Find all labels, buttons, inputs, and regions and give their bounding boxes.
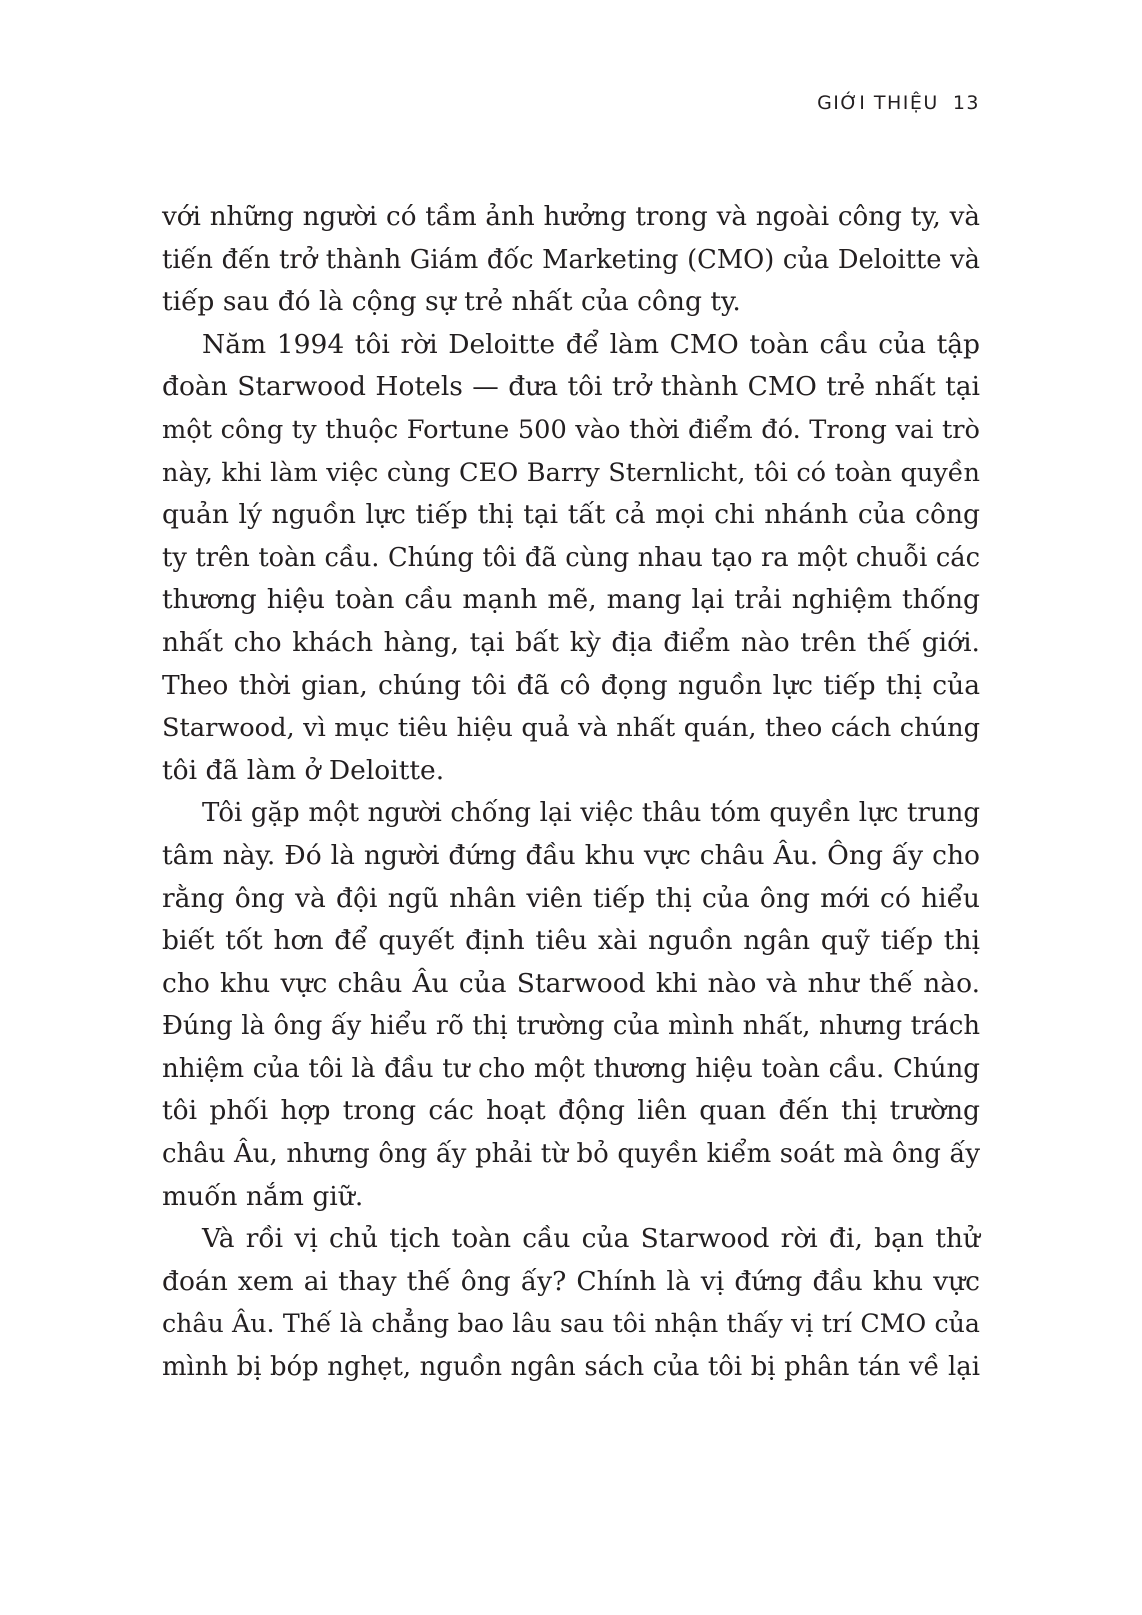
text-line: muốn nắm giữ. [162,1180,364,1212]
section-title: GIỚI THIỆU [817,92,939,114]
running-header [817,92,980,114]
text-line: rằng ông và đội ngũ nhân viên tiếp thị của ông mới có hiểu [162,882,980,914]
text-line: Đúng là ông ấy hiểu rõ thị trường của mình nhất, nhưng trách [162,1011,980,1042]
text-line: tâm này. Đó là người đứng đầu khu vực châu Âu. Ông ấy cho [162,839,980,871]
paragraph-2 [162,324,980,793]
text-line: cho khu vực châu Âu của Starwood khi nào và như thế nào. [162,967,980,999]
page-number: 13 [952,92,980,114]
body-text [162,196,980,1389]
text-line: này, khi làm việc cùng CEO Barry Sternlicht, tôi có toàn quyền [162,457,980,488]
text-line: quản lý nguồn lực tiếp thị tại tất cả mọi chi nhánh của công [162,499,980,531]
text-line: Năm 1994 tôi rời Deloitte để làm CMO toàn cầu của tập [202,328,980,360]
text-line: đoán xem ai thay thế ông ấy? Chính là vị đứng đầu khu vực [162,1265,980,1297]
text-line: Tôi gặp một người chống lại việc thâu tóm quyền lực trung [202,798,980,829]
paragraph-3 [162,792,980,1218]
text-line: Và rồi vị chủ tịch toàn cầu của Starwood rời đi, bạn thử [202,1223,980,1255]
text-line: tôi đã làm ở Deloitte. [162,754,445,786]
text-line: Starwood, vì mục tiêu hiệu quả và nhất quán, theo cách chúng [162,713,980,744]
text-line: đoàn Starwood Hotels — đưa tôi trở thành CMO trẻ nhất tại [162,371,980,403]
text-line: tôi phối hợp trong các hoạt động liên quan đến thị trường [162,1095,980,1127]
text-line: thương hiệu toàn cầu mạnh mẽ, mang lại trải nghiệm thống [162,584,980,616]
text-line: nhất cho khách hàng, tại bất kỳ địa điểm nào trên thế giới. [162,626,980,658]
text-line: châu Âu. Thế là chẳng bao lâu sau tôi nhận thấy vị trí CMO của [162,1309,980,1339]
text-line: nhiệm của tôi là đầu tư cho một thương hiệu toàn cầu. Chúng [162,1053,980,1084]
text-line: ty trên toàn cầu. Chúng tôi đã cùng nhau tạo ra một chuỗi các [162,542,980,573]
text-line: với những người có tầm ảnh hưởng trong và ngoài công ty, và [162,202,980,232]
text-line: châu Âu, nhưng ông ấy phải từ bỏ quyền kiểm soát mà ông ấy [162,1139,980,1170]
paragraph-1 [162,196,980,324]
text-line: Theo thời gian, chúng tôi đã cô đọng nguồn lực tiếp thị của [162,669,980,701]
text-line: một công ty thuộc Fortune 500 vào thời điểm đó. Trong vai trò [162,414,980,445]
text-line: mình bị bóp nghẹt, nguồn ngân sách của tôi bị phân tán về lại [162,1352,980,1383]
text-line: tiếp sau đó là cộng sự trẻ nhất của công ty. [162,286,741,318]
paragraph-4 [162,1218,980,1388]
text-line: biết tốt hơn để quyết định tiêu xài nguồn ngân quỹ tiếp thị [162,925,980,957]
text-line: tiến đến trở thành Giám đốc Marketing (CMO) của Deloitte và [162,244,980,275]
